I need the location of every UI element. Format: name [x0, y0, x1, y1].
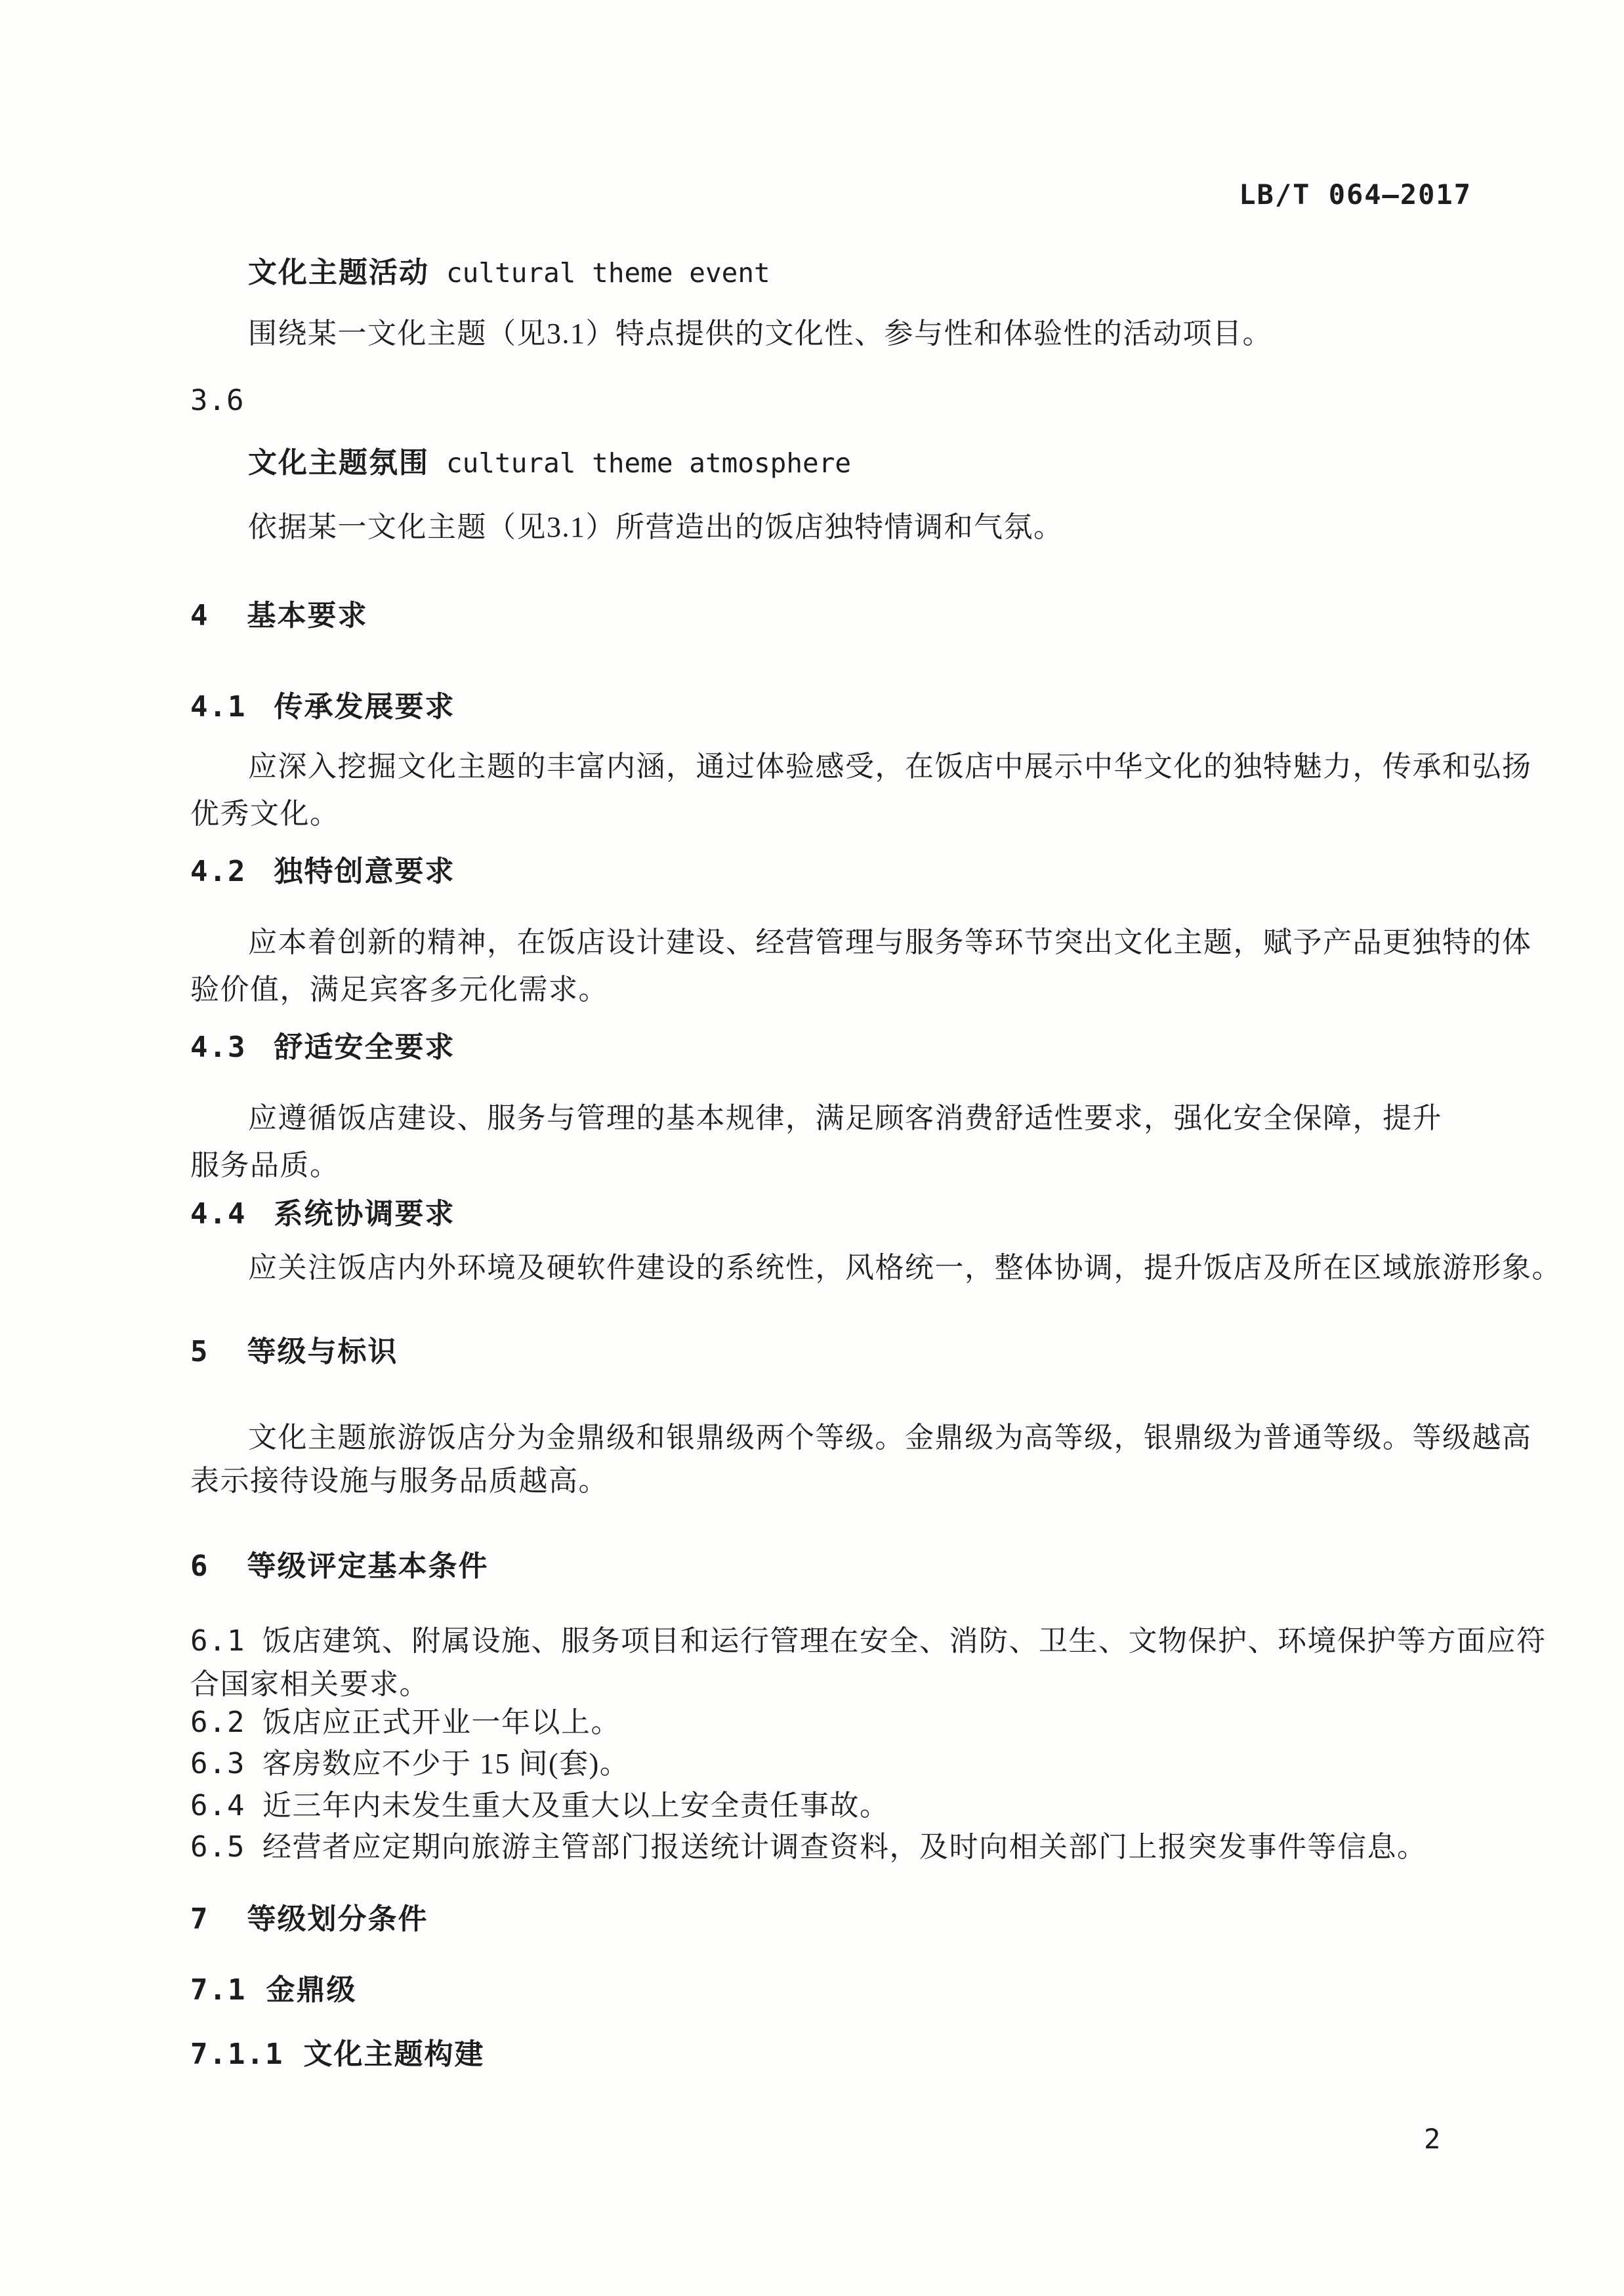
clause-number: 6.1	[190, 1624, 245, 1658]
section-7-heading	[190, 1902, 428, 1937]
clause	[190, 1830, 1426, 1864]
paragraph-line: 验价值，满足宾客多元化需求。	[190, 974, 608, 1006]
heading-title: 系统协调要求	[274, 1198, 455, 1230]
heading-number: 7.1	[190, 1973, 247, 2007]
term-definition: 依据某一文化主题（见3.1）所营造出的饭店独特情调和气氛。	[248, 511, 1064, 543]
paragraph-line: 文化主题旅游饭店分为金鼎级和银鼎级两个等级。金鼎级为高等级，银鼎级为普通等级。等级越高	[248, 1422, 1532, 1454]
paragraph-line: 应关注饭店内外环境及硬软件建设的系统性，风格统一，整体协调，提升饭店及所在区域旅游形象。	[248, 1252, 1562, 1284]
paragraph-line: 优秀文化。	[190, 798, 340, 830]
term-entry	[248, 256, 770, 290]
heading-title: 等级评定基本条件	[247, 1550, 489, 1582]
paragraph-line: 应遵循饭店建设、服务与管理的基本规律，满足顾客消费舒适性要求，强化安全保障，提升	[248, 1102, 1442, 1134]
heading-number: 4	[190, 599, 209, 632]
heading-number: 4.2	[190, 855, 247, 888]
section-4-4-heading	[190, 1197, 455, 1231]
clause-number: 6.3	[190, 1747, 245, 1780]
clause	[190, 1747, 629, 1781]
heading-number: 6	[190, 1549, 209, 1583]
section-4-1-heading	[190, 690, 455, 724]
paragraph-line: 应深入挖掘文化主题的丰富内涵，通过体验感受，在饭店中展示中华文化的独特魅力，传承和弘扬	[248, 750, 1532, 783]
heading-number: 4.1	[190, 690, 247, 724]
term-entry	[248, 446, 851, 480]
section-7-1-heading	[190, 1973, 356, 2007]
term-definition: 围绕某一文化主题（见3.1）特点提供的文化性、参与性和体验性的活动项目。	[248, 318, 1272, 350]
term-name-english: cultural theme event	[446, 257, 770, 289]
clause-text: 饭店应正式开业一年以上。	[262, 1706, 621, 1738]
section-4-3-heading	[190, 1031, 455, 1065]
clause-continuation: 合国家相关要求。	[190, 1668, 429, 1700]
heading-number: 4.4	[190, 1197, 247, 1231]
clause-number: 6.4	[190, 1789, 245, 1822]
heading-title: 传承发展要求	[274, 691, 455, 723]
paragraph-line: 表示接待设施与服务品质越高。	[190, 1465, 608, 1497]
clause-number: 6.5	[190, 1830, 245, 1864]
section-7-1-1-heading	[190, 2038, 484, 2072]
clause	[190, 1624, 1546, 1658]
heading-number: 7	[190, 1902, 209, 1936]
section-4-heading	[190, 599, 368, 633]
heading-title: 等级划分条件	[247, 1903, 428, 1935]
heading-number: 7.1.1	[190, 2038, 284, 2071]
heading-title: 等级与标识	[247, 1336, 398, 1368]
heading-number: 4.3	[190, 1031, 247, 1064]
heading-title: 独特创意要求	[274, 855, 455, 888]
section-4-2-heading	[190, 855, 455, 889]
standard-code: LB/T 064—2017	[1239, 178, 1472, 211]
term-name: 文化主题氛围	[248, 447, 429, 479]
clause-text: 饭店建筑、附属设施、服务项目和运行管理在安全、消防、卫生、文物保护、环境保护等方面应符	[262, 1625, 1547, 1657]
heading-title: 文化主题构建	[303, 2038, 485, 2070]
clause-text: 近三年内未发生重大及重大以上安全责任事故。	[262, 1790, 890, 1822]
section-5-heading	[190, 1335, 398, 1369]
heading-title: 基本要求	[247, 600, 368, 632]
term-name: 文化主题活动	[248, 256, 429, 289]
clause-text: 经营者应定期向旅游主管部门报送统计调查资料，及时向相关部门上报突发事件等信息。	[262, 1831, 1427, 1863]
section-6-heading	[190, 1549, 489, 1584]
term-name-english: cultural theme atmosphere	[446, 447, 852, 479]
heading-title: 舒适安全要求	[274, 1031, 455, 1063]
clause-number: 6.2	[190, 1706, 245, 1739]
clause-text: 客房数应不少于 15 间(套)。	[262, 1748, 630, 1780]
clause	[190, 1789, 889, 1823]
heading-number: 5	[190, 1335, 209, 1368]
heading-title: 金鼎级	[266, 1974, 357, 2006]
clause-number: 3.6	[190, 384, 245, 417]
paragraph-line: 应本着创新的精神，在饭店设计建设、经营管理与服务等环节突出文化主题，赋予产品更独特的体	[248, 926, 1532, 958]
clause	[190, 1706, 621, 1740]
paragraph-line: 服务品质。	[190, 1149, 340, 1181]
page-number: 2	[1424, 2123, 1441, 2155]
